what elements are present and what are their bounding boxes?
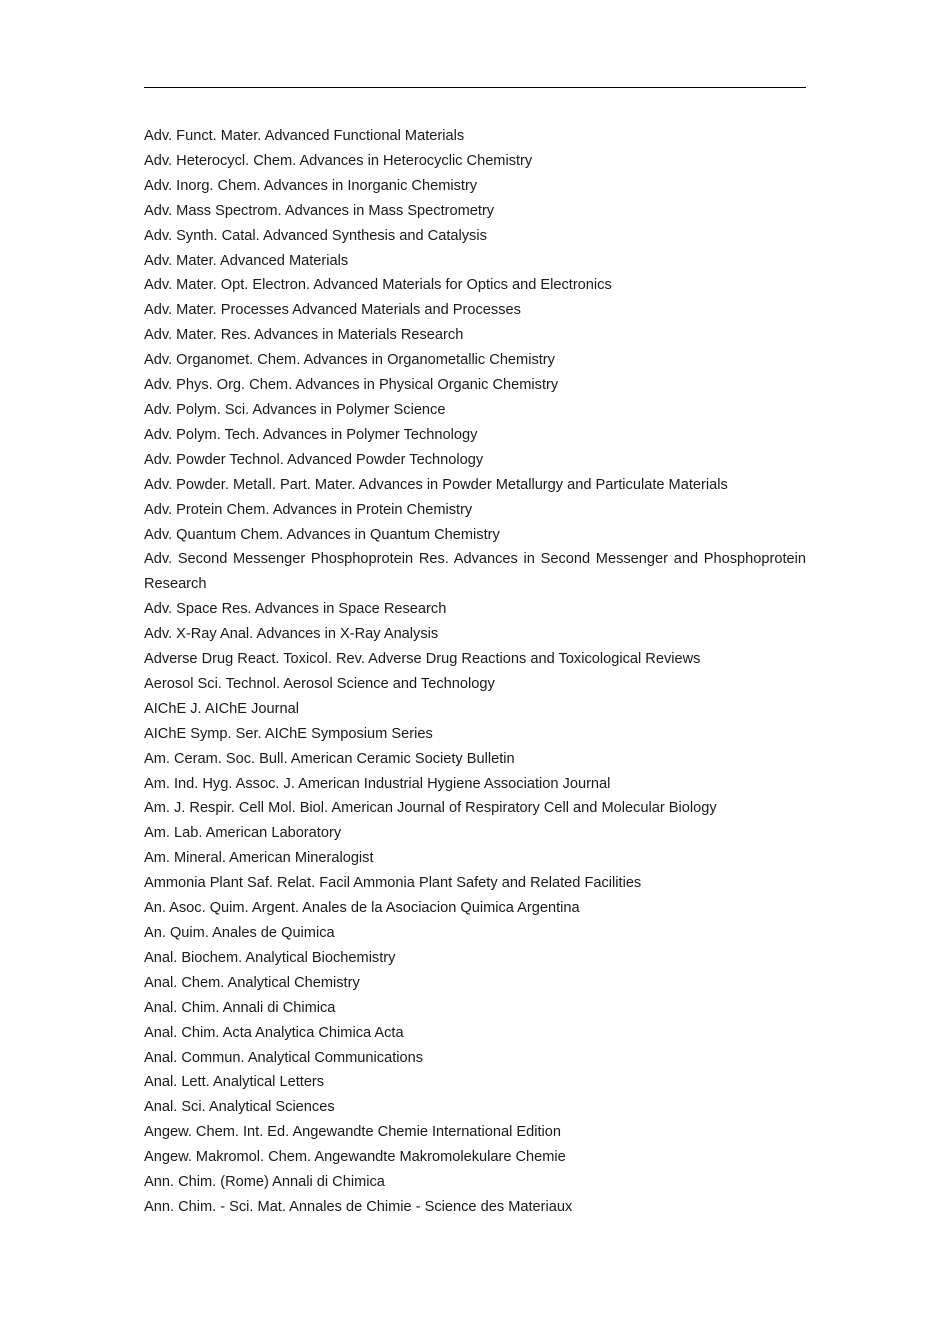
list-item: An. Quim. Anales de Quimica	[144, 925, 335, 941]
list-item: Anal. Chem. Analytical Chemistry	[144, 974, 360, 991]
list-item: Adv. Polym. Tech. Advances in Polymer Technology	[144, 426, 478, 443]
list-item: Adv. Powder Technol. Advanced Powder Technology	[144, 451, 484, 468]
list-item: Adv. Organomet. Chem. Advances in Organometallic Chemistry	[144, 352, 555, 369]
abbreviation-list	[144, 124, 806, 1220]
header-rule	[144, 87, 806, 88]
list-item: Am. J. Respir. Cell Mol. Biol. American Journal of Respiratory Cell and Molecular Biology	[144, 800, 717, 817]
list-item: Adverse Drug React. Toxicol. Rev. Adverse Drug Reactions and Toxicological Reviews	[144, 651, 701, 668]
list-item: Am. Lab. American Laboratory	[144, 825, 342, 842]
list-item: Anal. Sci. Analytical Sciences	[144, 1099, 335, 1116]
list-item: Adv. Space Res. Advances in Space Research	[144, 601, 447, 618]
list-item: Angew. Chem. Int. Ed. Angewandte Chemie International Edition	[144, 1124, 561, 1141]
list-item: Adv. Powder. Metall. Part. Mater. Advances in Powder Metallurgy and Particulate Materials	[144, 476, 728, 493]
list-item: Adv. Mater. Advanced Materials	[144, 252, 349, 269]
list-item: Adv. Funct. Mater. Advanced Functional Materials	[144, 128, 465, 144]
list-item: Adv. Phys. Org. Chem. Advances in Physical Organic Chemistry	[144, 377, 559, 394]
list-item: Adv. Mater. Processes Advanced Materials and Processes	[144, 302, 521, 319]
list-item: Adv. Second Messenger Phosphoprotein Res. Advances in Second Messenger and Phosphoprotein Research	[144, 551, 806, 593]
list-item: Adv. X-Ray Anal. Advances in X-Ray Analysis	[144, 626, 439, 643]
list-item: Aerosol Sci. Technol. Aerosol Science and Technology	[144, 675, 495, 692]
list-item: Adv. Quantum Chem. Advances in Quantum Chemistry	[144, 526, 500, 543]
list-item: Adv. Mater. Opt. Electron. Advanced Materials for Optics and Electronics	[144, 277, 612, 294]
list-item: Adv. Inorg. Chem. Advances in Inorganic Chemistry	[144, 177, 478, 194]
list-item: Anal. Lett. Analytical Letters	[144, 1074, 325, 1091]
list-item: AIChE Symp. Ser. AIChE Symposium Series	[144, 725, 433, 742]
list-item: Anal. Commun. Analytical Communications	[144, 1049, 424, 1066]
list-item: Am. Ind. Hyg. Assoc. J. American Industrial Hygiene Association Journal	[144, 775, 611, 792]
list-item: Am. Mineral. American Mineralogist	[144, 850, 374, 867]
list-item: Ann. Chim. (Rome) Annali di Chimica	[144, 1174, 385, 1191]
list-item: AIChE J. AIChE Journal	[144, 700, 299, 717]
list-item: Adv. Mass Spectrom. Advances in Mass Spectrometry	[144, 202, 495, 219]
list-item: Ann. Chim. - Sci. Mat. Annales de Chimie - Science des Materiaux	[144, 1198, 573, 1215]
list-item: Adv. Mater. Res. Advances in Materials Research	[144, 327, 464, 344]
list-item: Anal. Biochem. Analytical Biochemistry	[144, 949, 396, 966]
list-item: An. Asoc. Quim. Argent. Anales de la Asociacion Quimica Argentina	[144, 900, 580, 917]
list-item: Adv. Heterocycl. Chem. Advances in Heterocyclic Chemistry	[144, 152, 533, 169]
list-item: Adv. Synth. Catal. Advanced Synthesis and Catalysis	[144, 227, 487, 244]
list-item: Anal. Chim. Acta Analytica Chimica Acta	[144, 1024, 404, 1041]
list-item: Anal. Chim. Annali di Chimica	[144, 999, 336, 1016]
list-item: Angew. Makromol. Chem. Angewandte Makromolekulare Chemie	[144, 1149, 566, 1166]
list-item: Am. Ceram. Soc. Bull. American Ceramic Society Bulletin	[144, 750, 515, 767]
list-item: Adv. Polym. Sci. Advances in Polymer Science	[144, 401, 446, 418]
list-item: Adv. Protein Chem. Advances in Protein Chemistry	[144, 501, 473, 518]
list-item: Ammonia Plant Saf. Relat. Facil Ammonia Plant Safety and Related Facilities	[144, 875, 642, 892]
